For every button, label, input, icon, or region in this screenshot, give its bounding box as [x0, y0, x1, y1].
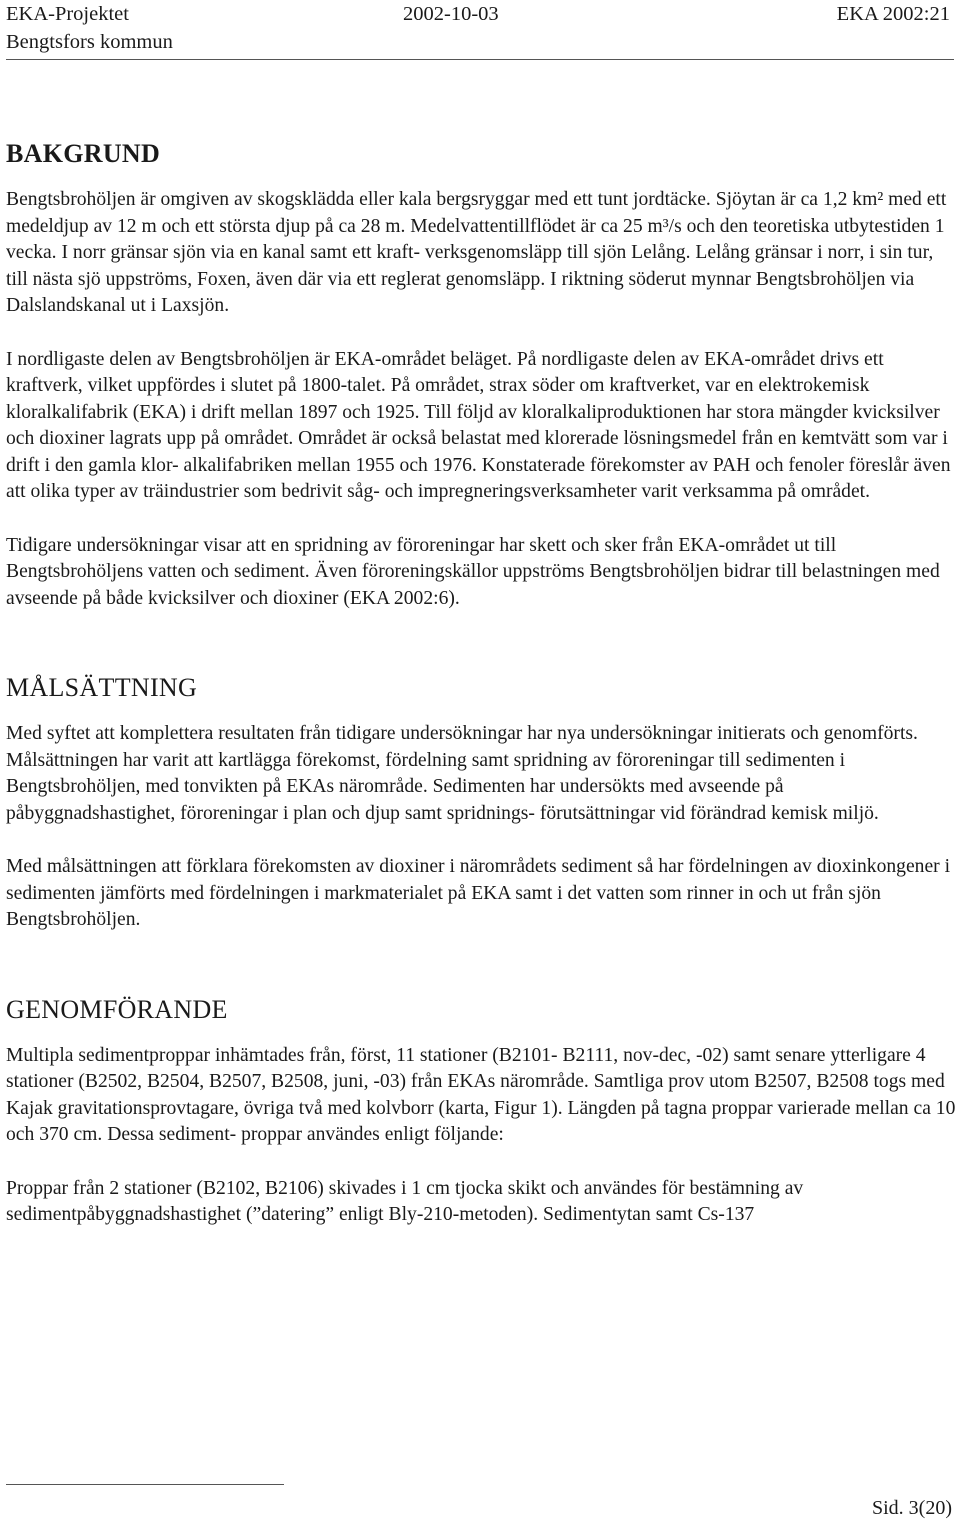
paragraph: I nordligaste delen av Bengtsbrohöljen är EKA-området beläget. På nordligaste delen av EKA-området drivs ett kraftverk, vilket uppfördes i slutet på 1800-talet. På området, strax söder om kraftverket, var en elektrokemisk kloralkalifabrik (EKA) i drift mellan 1897 och 1925. Till följd av kloralkaliproduktionen har stora mängder kvicksilver och dioxiner lagrats upp på området. Området är också belastat med klorerade lösningsmedel från en kemtvätt som var i drift i den gamla klor- alkalifabriken mellan 1955 och 1976. Konstaterade förekomster av PAH och fenoler föreslår även att olika typer av träindustrier som bedrivit såg- och impregneringsverksamheter varit verksamma på området. [6, 348, 951, 502]
document-id: EKA 2002:21 [836, 3, 950, 25]
paragraph: Multipla sedimentproppar inhämtades från, först, 11 stationer (B2101- B2111, nov-dec, -02) samt senare ytterligare 4 stationer (B2502, B2504, B2507, B2508, juni, -03) från EKAs närområde. Samtliga prov utom B2507, B2508 togs med Kajak gravitationsprovtagare, övriga två med kolvborr (karta, Figur 1). Längden på tagna proppar varierade mellan ca 10 och 370 cm. Dessa sediment- proppar användes enligt följande: [6, 1044, 956, 1145]
header-row [6, 0, 954, 28]
paragraph: Proppar från 2 stationer (B2102, B2106) skivades i 1 cm tjocka skikt och användes för bestämning av sedimentpåbyggnadshastighet (”datering” enligt Bly-210-metoden). Sedimentytan samt Cs-137 [6, 1177, 804, 1225]
page-header [6, 0, 954, 60]
section-malsattning [6, 666, 956, 934]
section-heading: BAKGRUND [6, 139, 161, 168]
section-heading: GENOMFÖRANDE [6, 994, 228, 1024]
project-name: EKA-Projektet [6, 3, 129, 25]
page-number: Sid. 3(20) [872, 1497, 952, 1519]
document-date: 2002-10-03 [403, 3, 499, 25]
section-heading: MÅLSÄTTNING [6, 673, 198, 702]
paragraph: Med målsättningen att förklara förekomsten av dioxiner i närområdets sediment så har fördelningen av dioxinkongener i sedimenten jämförts med fördelningen i markmaterialet på EKA samt i det vatten som rinner in och ut från sjön Bengtsbrohöljen. [6, 856, 951, 930]
header-divider [6, 59, 954, 60]
paragraph: Bengtsbrohöljen är omgiven av skogsklädda eller kala bergsryggar med ett tunt jordtäcke. Sjöytan är ca 1,2 km² med ett medeldjup av 12 m och ett största djup på ca 28 m. Medelvattentillflödet är ca 25 m³/s och den teoretiska utbytestiden 1 vecka. I norr gränsar sjön via en kanal samt ett kraft- verksgenomsläpp till sjön Lelång. Lelång gränsar i norr, i sin tur, till nästa sjö uppströms, Foxen, även där via ett reglerat genomsläpp. I riktning söderut mynnar Bengtsbrohöljen via Dalslandskanal ut i Laxsjön. [6, 189, 947, 316]
organization-name: Bengtsfors kommun [6, 31, 173, 53]
document-body [6, 132, 956, 1229]
section-bakgrund [6, 132, 956, 612]
paragraph: Tidigare undersökningar visar att en spridning av föroreningar har skett och sker från EKA-området ut till Bengtsbrohöljens vatten och sediment. Även föroreningskällor uppströms Bengtsbrohöljen bidrar till belastningen med avseende på både kvicksilver och dioxiner (EKA 2002:6). [6, 534, 940, 609]
section-genomforande [6, 988, 956, 1229]
paragraph: Med syftet att komplettera resultaten från tidigare undersökningar har nya undersökningar initierats och genomförts. Målsättningen har varit att kartlägga förekomst, fördelning samt spridning av föroreningar till sedimenten i Bengtsbrohöljen, med tonvikten på EKAs närområde. Sedimenten har undersökts med avseende på påbyggnadshastighet, föroreningar i plan och djup samt spridnings- förutsättningar vid förändrad kemisk miljö. [6, 723, 918, 824]
footer-divider [6, 1484, 284, 1485]
